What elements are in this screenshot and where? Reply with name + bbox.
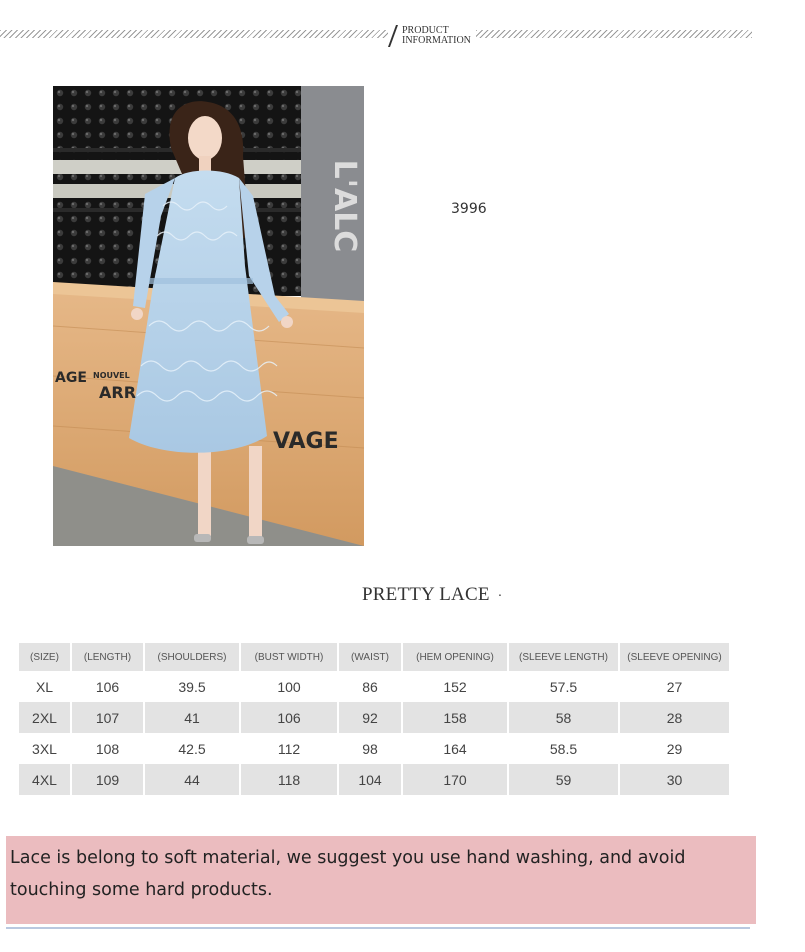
header-cell: (LENGTH) <box>71 643 144 671</box>
table-cell: 106 <box>240 702 338 733</box>
table-cell: 164 <box>402 733 508 764</box>
care-note: Lace is belong to soft material, we suggest you use hand washing, and avoid touching some hard products. <box>6 836 756 924</box>
size-table-header-row <box>19 643 729 671</box>
bottom-divider <box>6 927 750 929</box>
photo-sign-2: AGE <box>55 370 87 386</box>
header-label <box>402 26 471 46</box>
table-row <box>19 671 729 702</box>
product-code: 3996 <box>451 201 487 217</box>
header-line2: INFORMATION <box>402 35 471 46</box>
table-cell: 2XL <box>19 702 71 733</box>
photo-sign-4: ARR <box>99 383 137 402</box>
table-cell: 59 <box>508 764 619 795</box>
header-hatch-right <box>476 30 752 38</box>
table-cell: 106 <box>71 671 144 702</box>
table-row <box>19 702 729 733</box>
photo-sign-3: NOUVEL <box>93 371 130 380</box>
table-cell: 109 <box>71 764 144 795</box>
header-cell: (SLEEVE OPENING) <box>619 643 729 671</box>
photo-sign-5: VAGE <box>273 429 339 454</box>
table-cell: 104 <box>338 764 402 795</box>
photo-sign-pillar: L'ALC <box>327 159 362 253</box>
table-cell: 118 <box>240 764 338 795</box>
table-cell: 170 <box>402 764 508 795</box>
table-cell: 158 <box>402 702 508 733</box>
table-row <box>19 733 729 764</box>
header-cell: (WAIST) <box>338 643 402 671</box>
section-header <box>0 22 752 48</box>
table-cell: XL <box>35 678 54 695</box>
table-cell: 29 <box>619 733 729 764</box>
table-cell: 100 <box>240 671 338 702</box>
table-cell: 107 <box>71 702 144 733</box>
table-cell: 41 <box>144 702 240 733</box>
table-cell: 86 <box>338 671 402 702</box>
table-cell: 98 <box>338 733 402 764</box>
table-cell: 42.5 <box>144 733 240 764</box>
header-cell: (SLEEVE LENGTH) <box>508 643 619 671</box>
table-cell: 57.5 <box>508 671 619 702</box>
header-cell: (BUST WIDTH) <box>240 643 338 671</box>
section-title <box>362 584 503 606</box>
header-line1: PRODUCT <box>402 25 449 36</box>
table-cell: 30 <box>619 764 729 795</box>
header-cell: (SHOULDERS) <box>144 643 240 671</box>
header-slash <box>388 25 398 47</box>
table-cell: 108 <box>71 733 144 764</box>
header-cell: (HEM OPENING) <box>402 643 508 671</box>
table-cell: 58 <box>508 702 619 733</box>
table-cell: 44 <box>144 764 240 795</box>
table-cell: 4XL <box>19 764 71 795</box>
section-title-dot: · <box>497 589 503 604</box>
table-cell: 152 <box>402 671 508 702</box>
table-cell: 58.5 <box>508 733 619 764</box>
table-cell: 92 <box>338 702 402 733</box>
header-cell: (SIZE) <box>19 643 71 671</box>
size-table <box>19 643 729 795</box>
table-cell: 112 <box>240 733 338 764</box>
header-hatch-left <box>0 30 388 38</box>
table-row <box>19 764 729 795</box>
table-cell: 39.5 <box>144 671 240 702</box>
section-title-text: PRETTY LACE <box>362 584 490 605</box>
product-photo <box>53 86 364 546</box>
table-cell: 28 <box>619 702 729 733</box>
table-cell: 3XL <box>32 740 57 757</box>
table-cell: 27 <box>619 671 729 702</box>
